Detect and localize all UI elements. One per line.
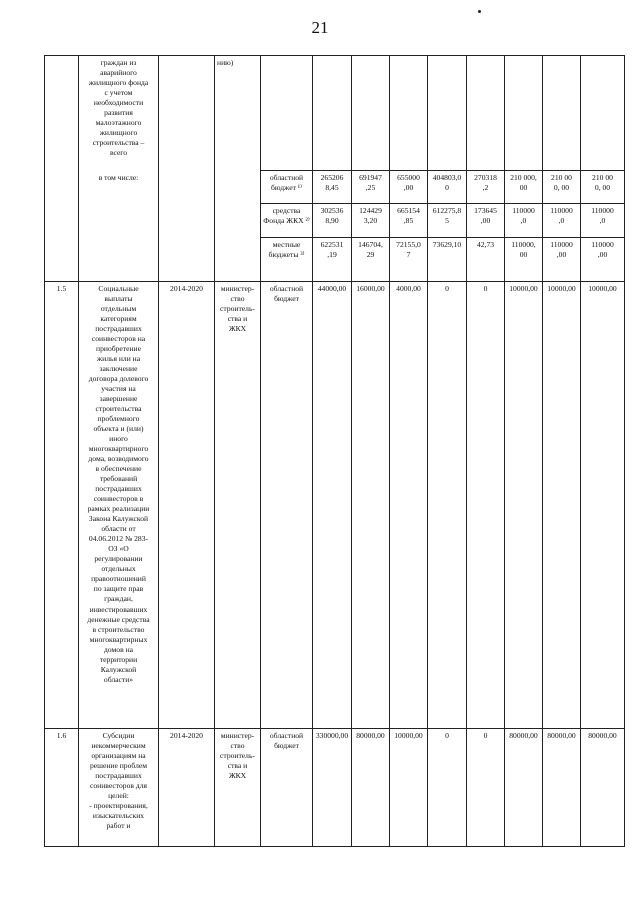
value-cell [543, 56, 581, 171]
value-cell: 44000,00 [313, 282, 352, 729]
value-cell: 42,73 [467, 238, 505, 282]
period-cell: 2014-2020 [159, 729, 215, 847]
executor-cell: министер- ство строитель- ства и ЖКХ [215, 729, 261, 847]
value-cell: 210 00 0, 00 [581, 171, 625, 204]
value-cell: 404803,0 0 [428, 171, 467, 204]
value-cell: 173645 ,00 [467, 204, 505, 238]
value-cell: 110000 ,00 [581, 238, 625, 282]
value-cell: 80000,00 [505, 729, 543, 847]
table-row [45, 56, 625, 171]
value-cell: 210 00 0, 00 [543, 171, 581, 204]
funding-source: местные бюджеты ³⁾ [261, 238, 313, 282]
value-cell: 110000, 00 [505, 238, 543, 282]
value-cell: 0 [428, 729, 467, 847]
row-number-cell: 1.6 [45, 729, 79, 847]
value-cell: 110000 ,00 [543, 238, 581, 282]
value-cell: 146704, 29 [352, 238, 390, 282]
value-cell [581, 56, 625, 171]
table-row [45, 282, 625, 729]
value-cell: 612275,8 5 [428, 204, 467, 238]
value-cell [390, 56, 428, 171]
table-row [45, 171, 625, 204]
value-cell: 265206 8,45 [313, 171, 352, 204]
executor-cell: министер- ство строитель- ства и ЖКХ [215, 282, 261, 729]
value-cell: 16000,00 [352, 282, 390, 729]
funding-source: областной бюджет ¹⁾ [261, 171, 313, 204]
value-cell: 655000 ,00 [390, 171, 428, 204]
value-cell: 330000,00 [313, 729, 352, 847]
row-number-cell [45, 56, 79, 282]
funding-source: средства Фонда ЖКХ ²⁾ [261, 204, 313, 238]
value-cell: 80000,00 [581, 729, 625, 847]
value-cell: 110000 ,0 [543, 204, 581, 238]
row-number-cell: 1.5 [45, 282, 79, 729]
value-cell: 10000,00 [390, 729, 428, 847]
value-cell: 80000,00 [352, 729, 390, 847]
program-table [44, 55, 625, 847]
value-cell: 270318 ,2 [467, 171, 505, 204]
value-cell [428, 56, 467, 171]
scan-speck [478, 10, 481, 13]
value-cell: 0 [467, 729, 505, 847]
row-description: Субсидии некоммерческим организациям на решение проблем пострадавших соинвесторов для целей: - проектирования, изыскательских работ и [79, 729, 159, 847]
executor-cell: нию) [215, 56, 261, 282]
period-cell: 2014-2020 [159, 282, 215, 729]
value-cell [352, 56, 390, 171]
value-cell: 80000,00 [543, 729, 581, 847]
source-cell [261, 56, 313, 171]
value-cell: 302536 8,90 [313, 204, 352, 238]
page-number: 21 [311, 18, 329, 37]
value-cell: 10000,00 [505, 282, 543, 729]
row-description: граждан из аварийного жилищного фонда с учетом необходимости развития малоэтажного жилищного строительства – всего [79, 56, 159, 171]
value-cell: 0 [428, 282, 467, 729]
table-row [45, 729, 625, 847]
value-cell [467, 56, 505, 171]
funding-source: областной бюджет [261, 282, 313, 729]
value-cell [313, 56, 352, 171]
value-cell: 10000,00 [543, 282, 581, 729]
value-cell: 110000 ,0 [581, 204, 625, 238]
value-cell: 72155,0 7 [390, 238, 428, 282]
value-cell: 0 [467, 282, 505, 729]
period-cell [159, 56, 215, 282]
value-cell: 73629,10 [428, 238, 467, 282]
value-cell: 210 000, 00 [505, 171, 543, 204]
value-cell: 10000,00 [581, 282, 625, 729]
funding-source: областной бюджет [261, 729, 313, 847]
value-cell [505, 56, 543, 171]
value-cell: 691947 ,25 [352, 171, 390, 204]
row-description: Социальные выплаты отдельным категориям пострадавших соинвесторов на приобретение жилья или на заключение договора долевого участия на завершение строительства проблемного объекта и (или) иного многоквартирного дома, возводимого в обеспечение требований пострадавших соинвесторов в рамках реализации Закона Калужской области от 04.06.2012 № 283- ОЗ «О регулировании отдельных правоотношений по защите прав граждан, инвестировавших денежные средства в строительство многоквартирных домов на территории Калужской области» [79, 282, 159, 729]
value-cell: 110000 ,0 [505, 204, 543, 238]
in-that-label: в том числе: [79, 171, 159, 282]
value-cell: 4000,00 [390, 282, 428, 729]
value-cell: 665154 ,85 [390, 204, 428, 238]
value-cell: 622531 ,19 [313, 238, 352, 282]
value-cell: 124429 3,20 [352, 204, 390, 238]
